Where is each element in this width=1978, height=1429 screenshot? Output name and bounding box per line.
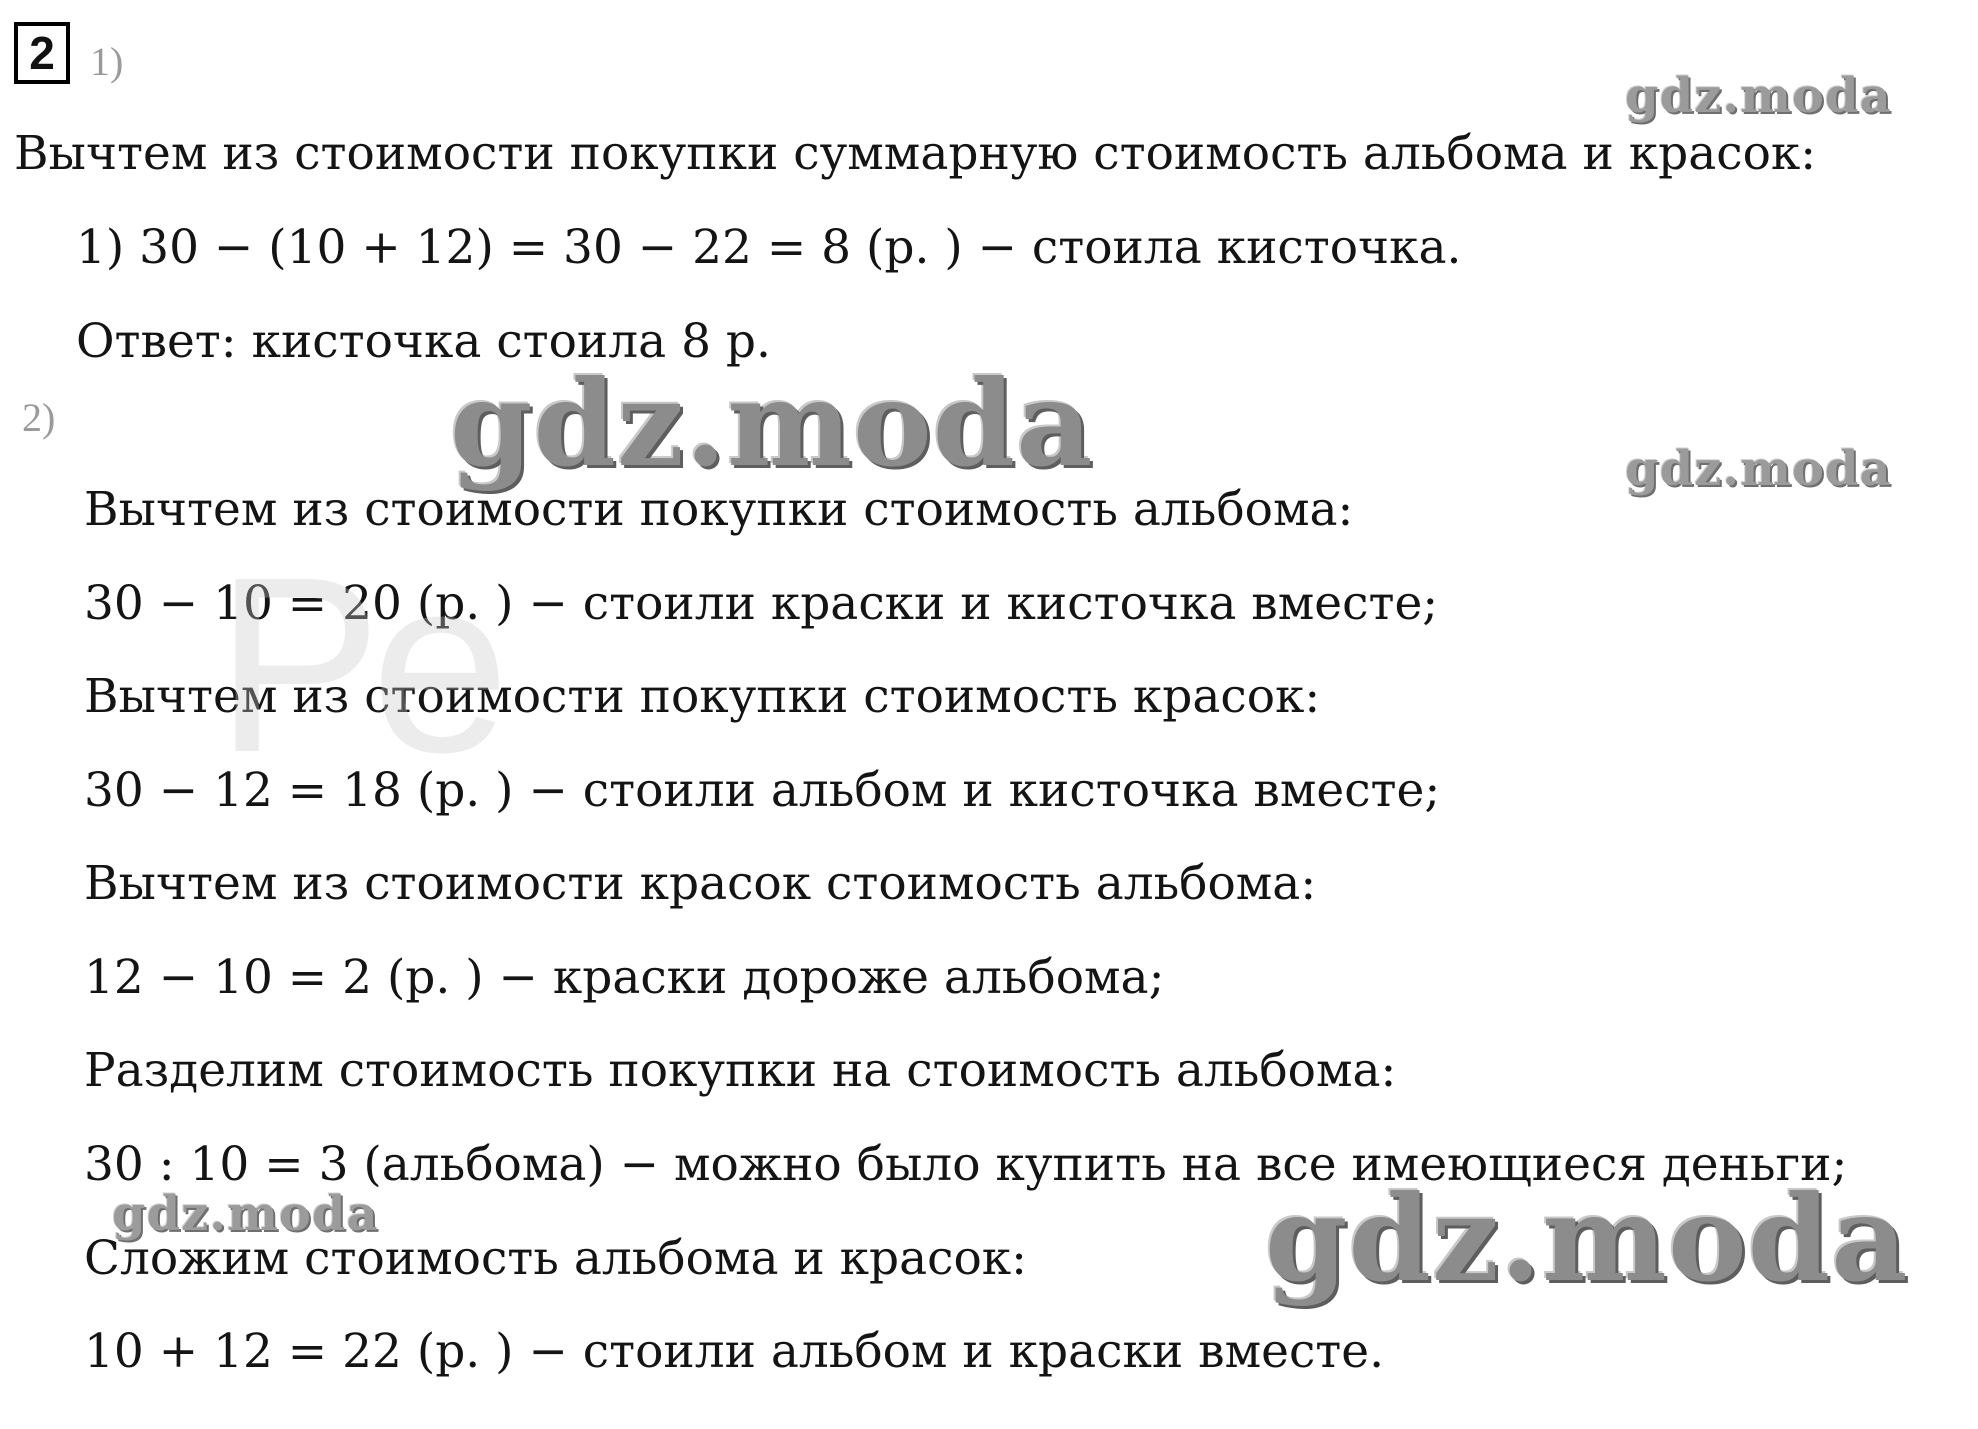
- part2-line: 12 − 10 = 2 (р. ) − краски дороже альбома;: [84, 950, 1165, 1005]
- part2-label: 2): [22, 395, 56, 440]
- part2-line: Вычтем из стоимости красок стоимость альбома:: [84, 856, 1317, 911]
- watermark: gdz.moda: [1265, 1169, 1909, 1308]
- part2-line: Сложим стоимость альбома и красок:: [84, 1231, 1027, 1286]
- part1-intro: Вычтем из стоимости покупки суммарную стоимость альбома и красок:: [14, 126, 1817, 181]
- part2-line: Вычтем из стоимости покупки стоимость красок:: [84, 669, 1321, 724]
- watermark: gdz.moda: [112, 1186, 379, 1242]
- part2-line: 30 − 12 = 18 (р. ) − стоили альбом и кисточка вместе;: [84, 763, 1441, 818]
- part1-answer: Ответ: кисточка стоила 8 р.: [76, 314, 771, 369]
- part2-line: 30 − 10 = 20 (р. ) − стоили краски и кисточка вместе;: [84, 576, 1439, 631]
- watermark: gdz.moda: [1625, 441, 1892, 497]
- task-number-box: 2: [14, 22, 70, 84]
- watermark: gdz.moda: [450, 354, 1094, 493]
- part1-step: 1) 30 − (10 + 12) = 30 − 22 = 8 (р. ) − стоила кисточка.: [76, 220, 1462, 275]
- part2-line: Разделим стоимость покупки на стоимость альбома:: [84, 1043, 1397, 1098]
- watermark: gdz.moda: [1625, 68, 1892, 124]
- part1-label: 1): [90, 39, 124, 84]
- part2-line: Вычтем из стоимости покупки стоимость альбома:: [84, 482, 1354, 537]
- ghost-watermark: Ре: [215, 525, 510, 804]
- part2-line: 10 + 12 = 22 (р. ) − стоили альбом и краски вместе.: [84, 1324, 1385, 1379]
- part2-line: 30 : 10 = 3 (альбома) − можно было купить на все имеющиеся деньги;: [84, 1137, 1848, 1192]
